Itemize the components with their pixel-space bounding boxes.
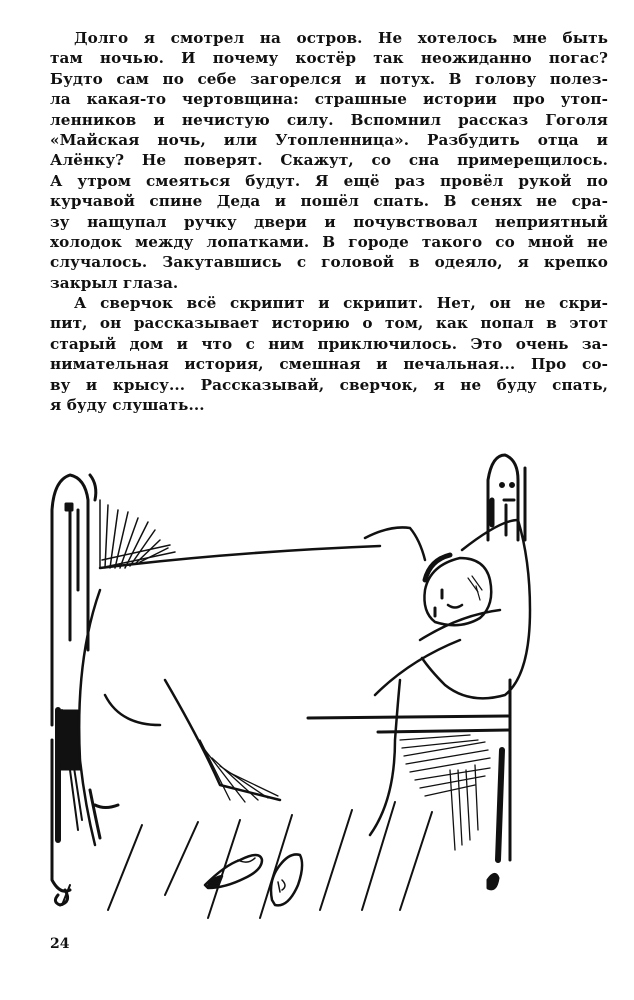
- text-line: курчавой спине Деда и пошёл спать. В сенях не сра-: [50, 192, 608, 211]
- right-bedpost-icon: [308, 455, 525, 889]
- left-bedpost-icon: [52, 475, 118, 905]
- text-line: Долго я смотрел на остров. Не хотелось мне быть: [74, 29, 608, 47]
- blanket-icon: [79, 527, 460, 845]
- text-line: я буду слушать...: [50, 396, 205, 415]
- text-line: А утром смеяться будут. Я ещё раз провёл рукой по: [50, 171, 608, 190]
- hatching-top-left-icon: [100, 500, 175, 568]
- sleeping-boy-illustration: [30, 440, 610, 920]
- hatching-under-blanket-icon: [200, 740, 278, 802]
- text-line: пит, он рассказывает историю о том, как попал в этот: [50, 314, 608, 333]
- text-line: там ночью. И почему костёр так неожиданно погас?: [50, 49, 608, 68]
- text-line: ву и крысу... Рассказывай, сверчок, я не буду спать,: [50, 375, 608, 394]
- text-line: случалось. Закутавшись с головой в одеяло, я крепко: [50, 253, 608, 272]
- text-line: холодок между лопатками. В городе такого со мной не: [50, 232, 608, 251]
- text-line: ленников и нечистую силу. Вспомнил рассказ Гоголя: [50, 110, 608, 129]
- text-line: закрыл глаза.: [50, 273, 179, 292]
- text-line: Будто сам по себе загорелся и потух. В голову полез-: [50, 69, 608, 88]
- text-line: «Майская ночь, или Утопленница». Разбудить отца и: [50, 130, 608, 149]
- text-line: старый дом и что с ним приключилось. Это очень за-: [50, 334, 608, 353]
- hatching-under-bed-icon: [400, 735, 490, 850]
- text-line: зу нащупал ручку двери и почувствовал неприятный: [50, 212, 608, 231]
- floor-lines-icon: [62, 802, 432, 918]
- body-text: [50, 28, 608, 415]
- text-line: нимательная история, смешная и печальная... Про со-: [50, 355, 608, 374]
- text-line: Алёнку? Не поверят. Скажут, со сна примерещилось.: [50, 151, 608, 170]
- text-line: А сверчок всё скрипит и скрипит. Нет, он не скри-: [74, 294, 608, 313]
- text-line: ла какая-то чертовщина: страшные истории про утоп-: [50, 90, 608, 109]
- page-number: 24: [50, 936, 70, 952]
- slippers-icon: [205, 854, 302, 905]
